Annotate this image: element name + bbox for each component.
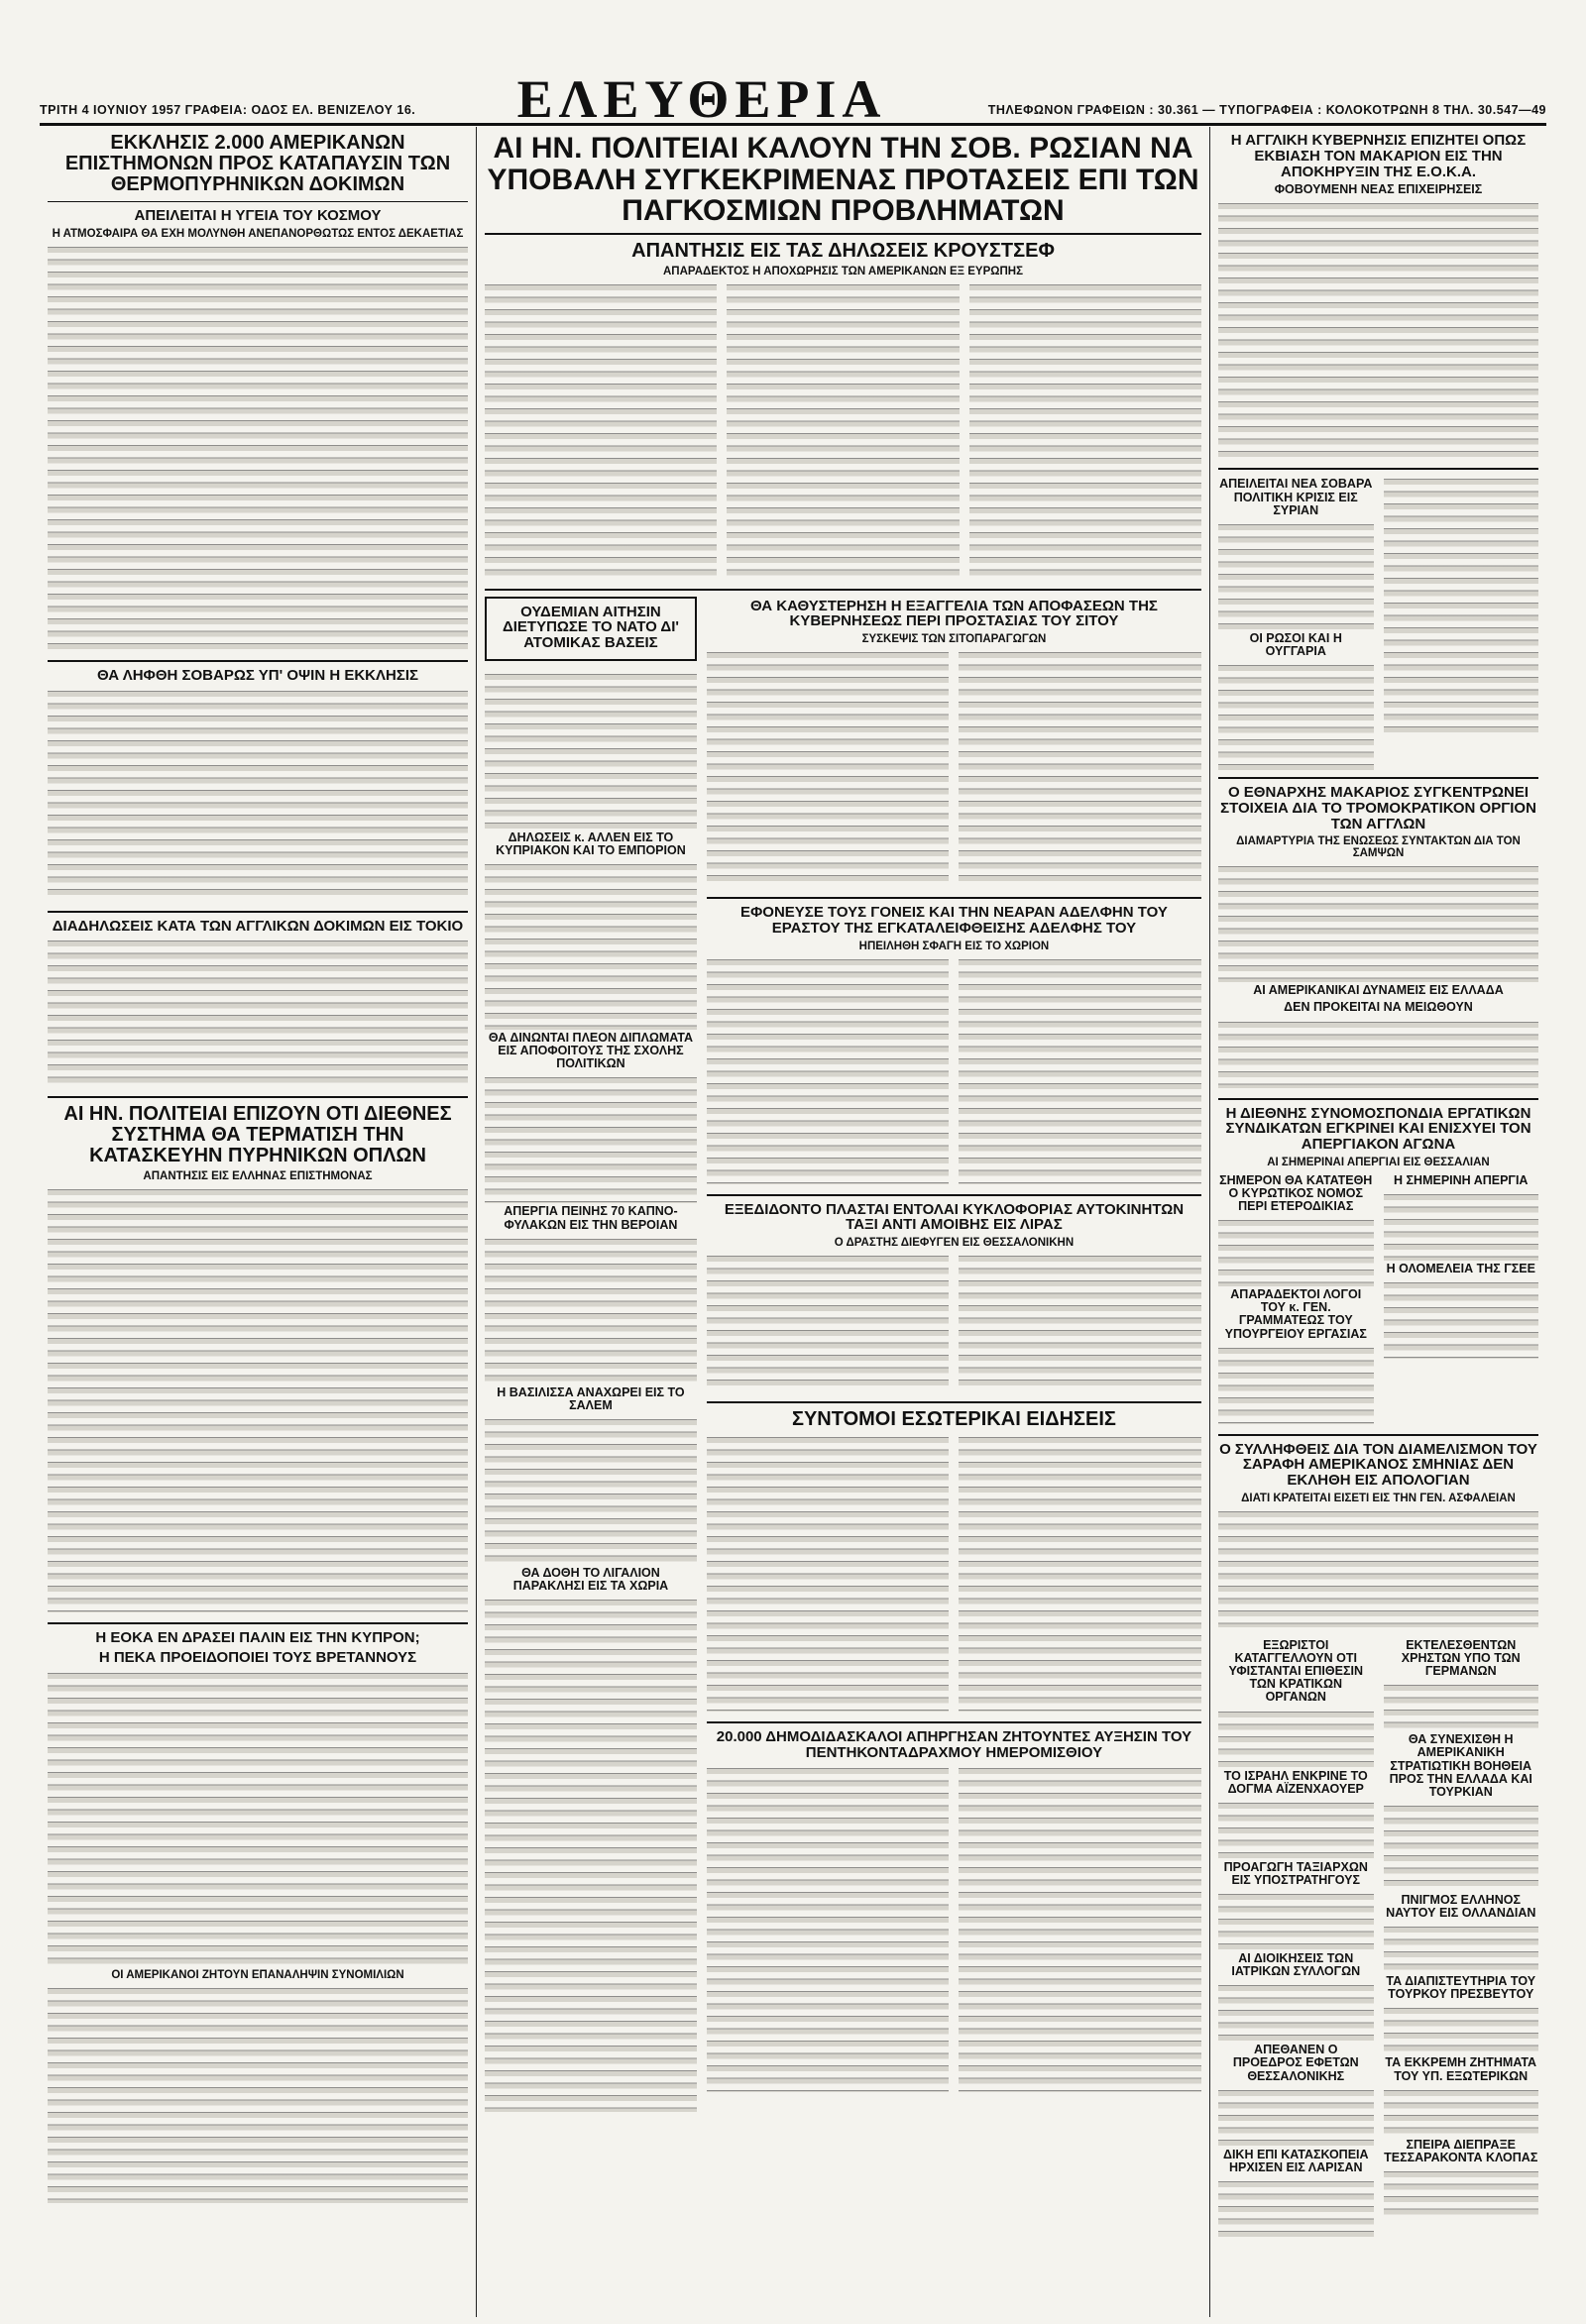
masthead-date-address: ΤΡΙΤΗ 4 ΙΟΥΝΙΟΥ 1957 ΓΡΑΦΕΙΑ: ΟΔΟΣ ΕΛ. ΒΕΝΙΖΕΛΟΥ 16. [40,103,416,117]
article-body [1218,1345,1374,1424]
article-body [1218,200,1538,458]
subheadline: Η ΑΤΜΟΣΦΑΙΡΑ ΘΑ ΕΧΗ ΜΟΛΥΝΘΗ ΑΝΕΠΑΝΟΡΘΩΤΩΣ ΕΝΤΟΣ ΔΕΚΑΕΤΙΑΣ [52,227,464,240]
column-right [1209,127,1546,2317]
headline: ΘΑ ΔΟΘΗ ΤΟ ΛΙΓΑΛΙΟΝ ΠΑΡΑΚΛΗΣΙ ΕΙΣ ΤΑ ΧΩΡΙΑ [512,1565,669,1593]
article-body [485,861,697,1030]
headline: ΘΑ ΔΙΝΩΝΤΑΙ ΠΛΕΟΝ ΔΙΠΛΩΜΑΤΑ ΕΙΣ ΑΠΟΦΟΙΤΟΥΣ ΤΗΣ ΣΧΟΛΗΣ ΠΟΛΙΤΙΚΩΝ [488,1031,693,1071]
article-body [1218,521,1374,630]
article-body [1218,1709,1374,1768]
article-appeal-considered [48,668,468,901]
article-body [48,938,468,1086]
article-body [1218,1217,1374,1286]
headline: ΔΕΝ ΠΡΟΚΕΙΤΑΙ ΝΑ ΜΕΙΩΘΟΥΝ [1284,1000,1473,1015]
article-body [48,1670,468,1967]
article-body [485,1236,697,1384]
article-makarios-eoka [1218,133,1538,458]
article-body [959,649,1201,887]
article-body [1218,2178,1374,2238]
headline: ΔΙΑΔΗΛΩΣΕΙΣ ΚΑΤΑ ΤΩΝ ΑΓΓΛΙΚΩΝ ΔΟΚΙΜΩΝ ΕΙΣ ΤΟΚΙΟ [52,917,464,935]
article-body [48,1985,468,2203]
subcolumn [485,597,697,2113]
article-body [1384,476,1539,733]
headline: Η ΠΕΚΑ ΠΡΟΕΙΔΟΠΟΙΕΙ ΤΟΥΣ ΒΡΕΤΑΝΝΟΥΣ [98,1649,417,1666]
article-body [959,1434,1201,1712]
lead-headline: ΑΙ ΗΝ. ΠΟΛΙΤΕΙΑΙ ΚΑΛΟΥΝ ΤΗΝ ΣΟΒ. ΡΩΣΙΑΝ ΝΑ ΥΠΟΒΑΛΗ ΣΥΓΚΕΚΡΙΜΕΝΑΣ ΠΡΟΤΑΣΕΙΣ ΕΠΙ ΤΩΝ ΠΑΓΚΟΣΜΙΩΝ ΠΡΟΒΛΗΜΑΤΩΝ [487,132,1199,227]
headline: ΔΗΛΩΣΕΙΣ κ. ΑΛΛΕΝ ΕΙΣ ΤΟ ΚΥΠΡΙΑΚΟΝ ΚΑΙ ΤΟ ΕΜΠΟΡΙΟΝ [496,830,686,857]
article-body [1384,1682,1539,1731]
article-scientists-appeal [48,133,468,650]
article-body [1218,1891,1374,1950]
article-body [1384,2087,1539,2137]
article-body [48,688,468,901]
headline: Η ΒΑΣΙΛΙΣΣΑ ΑΝΑΧΩΡΕΙ ΕΙΣ ΤΟ ΣΑΛΕΜ [497,1384,685,1412]
headline: ΕΞΩΡΙΣΤΟΙ ΚΑΤΑΓΓΕΛΛΟΥΝ ΟΤΙ ΥΦΙΣΤΑΝΤΑΙ ΕΠΙΘΕΣΙΝ ΤΩΝ ΚΡΑΤΙΚΩΝ ΟΡΓΑΝΩΝ [1228,1637,1363,1705]
article-taxi-permits [707,1202,1201,1392]
headline: 20.000 ΔΗΜΟΔΙΔΑΣΚΑΛΟΙ ΑΠΗΡΓΗΣΑΝ ΖΗΤΟΥΝΤΕΣ ΑΥΞΗΣΙΝ ΤΟΥ ΠΕΝΤΗΚΟΝΤΑΔΡΑΧΜΟΥ ΗΜΕΡΟΜΙΣΘΙΟΥ [716,1728,1192,1761]
article-body [48,244,468,650]
article-body [1218,863,1538,982]
headline: ΟΥΔΕΜΙΑΝ ΑΙΤΗΣΙΝ ΔΙΕΤΥΠΩΣΕ ΤΟ ΝΑΤΟ ΔΙ' ΑΤΟΜΙΚΑΣ ΒΑΣΕΙΣ [502,603,679,651]
headline: ΣΥΝΤΟΜΟΙ ΕΣΩΤΕΡΙΚΑΙ ΕΙΔΗΣΕΙΣ [791,1408,1116,1430]
headline: ΘΑ ΣΥΝΕΧΙΣΘΗ Η ΑΜΕΡΙΚΑΝΙΚΗ ΣΤΡΑΤΙΩΤΙΚΗ ΒΟΗΘΕΙΑ ΠΡΟΣ ΤΗΝ ΕΛΛΑΔΑ ΚΑΙ ΤΟΥΡΚΙΑΝ [1389,1732,1532,1799]
article-body [1218,1982,1374,2042]
headline: ΕΦΟΝΕΥΣΕ ΤΟΥΣ ΓΟΝΕΙΣ ΚΑΙ ΤΗΝ ΝΕΑΡΑΝ ΑΔΕΛΦΗΝ ΤΟΥ ΕΡΑΣΤΟΥ ΤΗΣ ΕΓΚΑΤΑΛΕΙΦΘΕΙΣΗΣ ΑΔΕΛΦΗΣ ΤΟΥ [739,904,1168,937]
headline: ΤΑ ΕΚΚΡΕΜΗ ΖΗΤΗΜΑΤΑ ΤΟΥ ΥΠ. ΕΞΩΤΕΡΙΚΩΝ [1385,2055,1537,2083]
subheadline: Ο ΔΡΑΣΤΗΣ ΔΙΕΦΥΓΕΝ ΕΙΣ ΘΕΣΣΑΛΟΝΙΚΗΝ [834,1237,1075,1249]
article-us-soviet [485,133,1201,579]
article-body [959,956,1201,1184]
article-teachers-strike [707,1729,1201,2092]
article-body [1218,1019,1538,1088]
article-body [485,281,717,579]
article-body [1218,1508,1538,1627]
article-body [1384,1191,1539,1261]
headline: ΑΠΕΡΓΙΑ ΠΕΙΝΗΣ 70 ΚΑΠΝΟ-ΦΥΛΑΚΩΝ ΕΙΣ ΤΗΝ ΒΕΡΟΙΑΝ [504,1204,678,1232]
subheadline: ΑΙ ΣΗΜΕΡΙΝΑΙ ΑΠΕΡΓΙΑΙ ΕΙΣ ΘΕΣΣΑΛΙΑΝ [1267,1156,1490,1168]
article-eoka-cyprus [48,1630,468,2203]
headline: ΑΙ ΑΜΕΡΙΚΑΝΙΚΑΙ ΔΥΝΑΜΕΙΣ ΕΙΣ ΕΛΛΑΔΑ [1253,983,1504,998]
column-left [40,127,476,2317]
headline: Ο ΕΘΝΑΡΧΗΣ ΜΑΚΑΡΙΟΣ ΣΥΓΚΕΝΤΡΩΝΕΙ ΣΤΟΙΧΕΙΑ ΔΙΑ ΤΟ ΤΡΟΜΟΚΡΑΤΙΚΟΝ ΟΡΓΙΟΝ ΤΩΝ ΑΓΓΛΩΝ [1220,784,1536,832]
headline: ΠΝΙΓΜΟΣ ΕΛΛΗΝΟΣ ΝΑΥΤΟΥ ΕΙΣ ΟΛΛΑΝΔΙΑΝ [1386,1892,1536,1920]
headline: Η ΟΛΟΜΕΛΕΙΑ ΤΗΣ ΓΣΕΕ [1386,1261,1535,1275]
masthead-phones: ΤΗΛΕΦΩΝΟΝ ΓΡΑΦΕΙΩΝ : 30.361 — ΤΥΠΟΓΡΑΦΕΙΑ : ΚΟΛΟΚΟΤΡΩΝΗ 8 ΤΗΛ. 30.547—49 [987,103,1546,117]
column-center [476,127,1209,2317]
subheadline: ΔΙΑΤΙ ΚΡΑΤΕΙΤΑΙ ΕΙΣΕΤΙ ΕΙΣ ΤΗΝ ΓΕΝ. ΑΣΦΑΛΕΙΑΝ [1241,1492,1516,1504]
subcolumn [707,597,1201,2113]
article-sarafis-case [1218,1442,1538,1627]
article-body [48,1186,468,1612]
article-body [959,1253,1201,1391]
article-murder [707,905,1201,1184]
article-body [707,1434,950,1712]
subcolumn [1384,476,1539,771]
headline: Η ΕΟΚΑ ΕΝ ΔΡΑΣΕΙ ΠΑΛΙΝ ΕΙΣ ΤΗΝ ΚΥΠΡΟΝ; [95,1629,420,1647]
article-body [1384,1924,1539,1973]
article-body [727,281,959,579]
headline: ΕΚΤΕΛΕΣΘΕΝΤΩΝ ΧΡΗΣΤΩΝ ΥΠΟ ΤΩΝ ΓΕΡΜΑΝΩΝ [1401,1637,1521,1679]
article-tokyo-protests [48,919,468,1087]
subheadline: ΟΙ ΑΜΕΡΙΚΑΝΟΙ ΖΗΤΟΥΝ ΕΠΑΝΑΛΗΨΙΝ ΣΥΝΟΜΙΛΙΩΝ [111,1968,404,1981]
headline: ΟΙ ΡΩΣΟΙ ΚΑΙ Η ΟΥΓΓΑΡΙΑ [1249,630,1342,658]
article-body [707,956,950,1184]
headline: ΦΟΒΟΥΜΕΝΗ ΝΕΑΣ ΕΠΙΧΕΙΡΗΣΕΙΣ [1274,182,1483,197]
subheadline: ΗΠΕΙΛΗΘΗ ΣΦΑΓΗ ΕΙΣ ΤΟ ΧΩΡΙΟΝ [858,940,1050,952]
article-nato-bases [485,597,697,661]
newspaper-title: ΕΛΕΥΘΕΡΙΑ [516,69,887,129]
article-body [1384,1279,1539,1359]
article-wheat [707,599,1201,888]
headline: ΠΡΟΑΓΩΓΗ ΤΑΞΙΑΡΧΩΝ ΕΙΣ ΥΠΟΣΤΡΑΤΗΓΟΥΣ [1223,1859,1368,1887]
article-domestic-news [707,1409,1201,1712]
headline: ΘΑ ΚΑΘΥΣΤΕΡΗΣΗ Η ΕΞΑΓΓΕΛΙΑ ΤΩΝ ΑΠΟΦΑΣΕΩΝ ΤΗΣ ΚΥΒΕΡΝΗΣΕΩΣ ΠΕΡΙ ΠΡΟΣΤΑΣΙΑΣ ΤΟΥ ΣΙΤΟΥ [749,597,1158,630]
article-body [1218,2087,1374,2147]
article-body [485,671,697,830]
headline: ΑΠΕΙΛΕΙΤΑΙ ΝΕΑ ΣΟΒΑΡΑ ΠΟΛΙΤΙΚΗ ΚΡΙΣΙΣ ΕΙΣ ΣΥΡΙΑΝ [1219,477,1373,517]
article-body [1384,2005,1539,2054]
article-international-system [48,1104,468,1612]
masthead [40,69,1546,129]
article-body [485,1416,697,1565]
headline: ΑΠΑΝΤΗΣΙΣ ΕΙΣ ΤΑΣ ΔΗΛΩΣΕΙΣ ΚΡΟΥΣΤΣΕΦ [631,239,1055,262]
headline: Η ΑΓΓΛΙΚΗ ΚΥΒΕΡΝΗΣΙΣ ΕΠΙΖΗΤΕΙ ΟΠΩΣ ΕΚΒΙΑΣΗ ΤΟΝ ΜΑΚΑΡΙΟΝ ΕΙΣ ΤΗΝ ΑΠΟΚΗΡΥΞΙΝ ΤΗΣ Ε.Ο.Κ.Α. [1230,132,1527,180]
article-body [707,649,950,887]
headline: Η ΔΙΕΘΝΗΣ ΣΥΝΟΜΟΣΠΟΝΔΙΑ ΕΡΓΑΤΙΚΩΝ ΣΥΝΔΙΚΑΤΩΝ ΕΓΚΡΙΝΕΙ ΚΑΙ ΕΝΙΣΧΥΕΙ ΤΟΝ ΑΠΕΡΓΙΑΚΟΝ ΑΓΩΝΑ [1225,1104,1531,1153]
headline: ΣΗΜΕΡΟΝ ΘΑ ΚΑΤΑΤΕΘΗ Ο ΚΥΡΩΤΙΚΟΣ ΝΟΜΟΣ ΠΕΡΙ ΕΤΕΡΟΔΙΚΙΑΣ [1219,1172,1373,1213]
article-body [707,1253,950,1391]
headline: ΔΙΚΗ ΕΠΙ ΚΑΤΑΣΚΟΠΕΙΑ ΗΡΧΙΣΕΝ ΕΙΣ ΛΑΡΙΣΑΝ [1222,2147,1369,2174]
headline: ΑΙ ΗΝ. ΠΟΛΙΤΕΙΑΙ ΕΠΙΖΟΥΝ ΟΤΙ ΔΙΕΘΝΕΣ ΣΥΣΤΗΜΑ ΘΑ ΤΕΡΜΑΤΙΣΗ ΤΗΝ ΚΑΤΑΣΚΕΥΗΝ ΠΥΡΗΝΙΚΩΝ ΟΠΛΩΝ [63,1103,452,1167]
subcolumn [1218,476,1374,771]
headline: Η ΣΗΜΕΡΙΝΗ ΑΠΕΡΓΙΑ [1394,1172,1529,1187]
article-body [1384,1803,1539,1892]
article-makarios-evidence [1218,785,1538,1088]
article-body [1384,2168,1539,2218]
headline: ΕΞΕΔΙΔΟΝΤΟ ΠΛΑΣΤΑΙ ΕΝΤΟΛΑΙ ΚΥΚΛΟΦΟΡΙΑΣ ΑΥΤΟΚΙΝΗΤΩΝ ΤΑΞΙ ΑΝΤΙ ΑΜΟΙΒΗΣ ΕΙΣ ΛΙΡΑΣ [724,1200,1185,1234]
headline: ΣΠΕΙΡΑ ΔΙΕΠΡΑΞΕ ΤΕΣΣΑΡΑΚΟΝΤΑ ΚΛΟΠΑΣ [1384,2137,1538,2164]
article-body [1218,1800,1374,1859]
page-columns [40,127,1546,2317]
headline: ΑΙ ΔΙΟΙΚΗΣΕΙΣ ΤΩΝ ΙΑΤΡΙΚΩΝ ΣΥΛΛΟΓΩΝ [1231,1951,1361,1979]
headline: ΑΠΕΙΛΕΙΤΑΙ Η ΥΓΕΙΑ ΤΟΥ ΚΟΣΜΟΥ [134,207,382,224]
article-body [959,1765,1201,2092]
article-body [485,1597,697,2112]
article-body [485,1074,697,1203]
headline: ΤΑ ΔΙΑΠΙΣΤΕΥΤΗΡΙΑ ΤΟΥ ΤΟΥΡΚΟΥ ΠΡΕΣΒΕΥΤΟΥ [1386,1974,1536,2002]
subheadline: ΣΥΣΚΕΨΙΣ ΤΩΝ ΣΙΤΟΠΑΡΑΓΩΓΩΝ [861,633,1047,645]
subheadline: ΑΠΑΝΤΗΣΙΣ ΕΙΣ ΕΛΛΗΝΑΣ ΕΠΙΣΤΗΜΟΝΑΣ [143,1170,373,1183]
headline: ΑΠΕΘΑΝΕΝ Ο ΠΡΟΕΔΡΟΣ ΕΦΕΤΩΝ ΘΕΣΣΑΛΟΝΙΚΗΣ [1232,2043,1359,2083]
headline: Ο ΣΥΛΛΗΦΘΕΙΣ ΔΙΑ ΤΟΝ ΔΙΑΜΕΛΙΣΜΟΝ ΤΟΥ ΣΑΡΑΦΗ ΑΜΕΡΙΚΑΝΟΣ ΣΜΗΝΙΑΣ ΔΕΝ ΕΚΛΗΘΗ ΕΙΣ ΑΠΟΛΟΓΙΑΝ [1219,1440,1537,1490]
article-labour-confederation [1218,1106,1538,1424]
article-body [707,1765,950,2092]
headline: ΤΟ ΙΣΡΑΗΛ ΕΝΚΡΙΝΕ ΤΟ ΔΟΓΜΑ ΑΪΖΕΝΧΑΟΥΕΡ [1223,1768,1368,1796]
subheadline: ΔΙΑΜΑΡΤΥΡΙΑ ΤΗΣ ΕΝΩΣΕΩΣ ΣΥΝΤΑΚΤΩΝ ΔΙΑ ΤΟΝ ΣΑΜΨΩΝ [1236,835,1521,860]
headline: ΑΠΑΡΑΔΕΚΤΟΙ ΛΟΓΟΙ ΤΟΥ κ. ΓΕΝ. ΓΡΑΜΜΑΤΕΩΣ ΤΟΥ ΥΠΟΥΡΓΕΙΟΥ ΕΡΓΑΣΙΑΣ [1224,1287,1367,1341]
subheadline: ΑΠΑΡΑΔΕΚΤΟΣ Η ΑΠΟΧΩΡΗΣΙΣ ΤΩΝ ΑΜΕΡΙΚΑΝΩΝ ΕΞ ΕΥΡΩΠΗΣ [663,265,1023,277]
headline: ΘΑ ΛΗΦΘΗ ΣΟΒΑΡΩΣ ΥΠ' ΟΨΙΝ Η ΕΚΚΛΗΣΙΣ [96,666,418,684]
article-body [969,281,1201,579]
article-body [1218,662,1374,771]
headline: ΕΚΚΛΗΣΙΣ 2.000 ΑΜΕΡΙΚΑΝΩΝ ΕΠΙΣΤΗΜΟΝΩΝ ΠΡΟΣ ΚΑΤΑΠΑΥΣΙΝ ΤΩΝ ΘΕΡΜΟΠΥΡΗΝΙΚΩΝ ΔΟΚΙΜΩΝ [64,132,451,195]
